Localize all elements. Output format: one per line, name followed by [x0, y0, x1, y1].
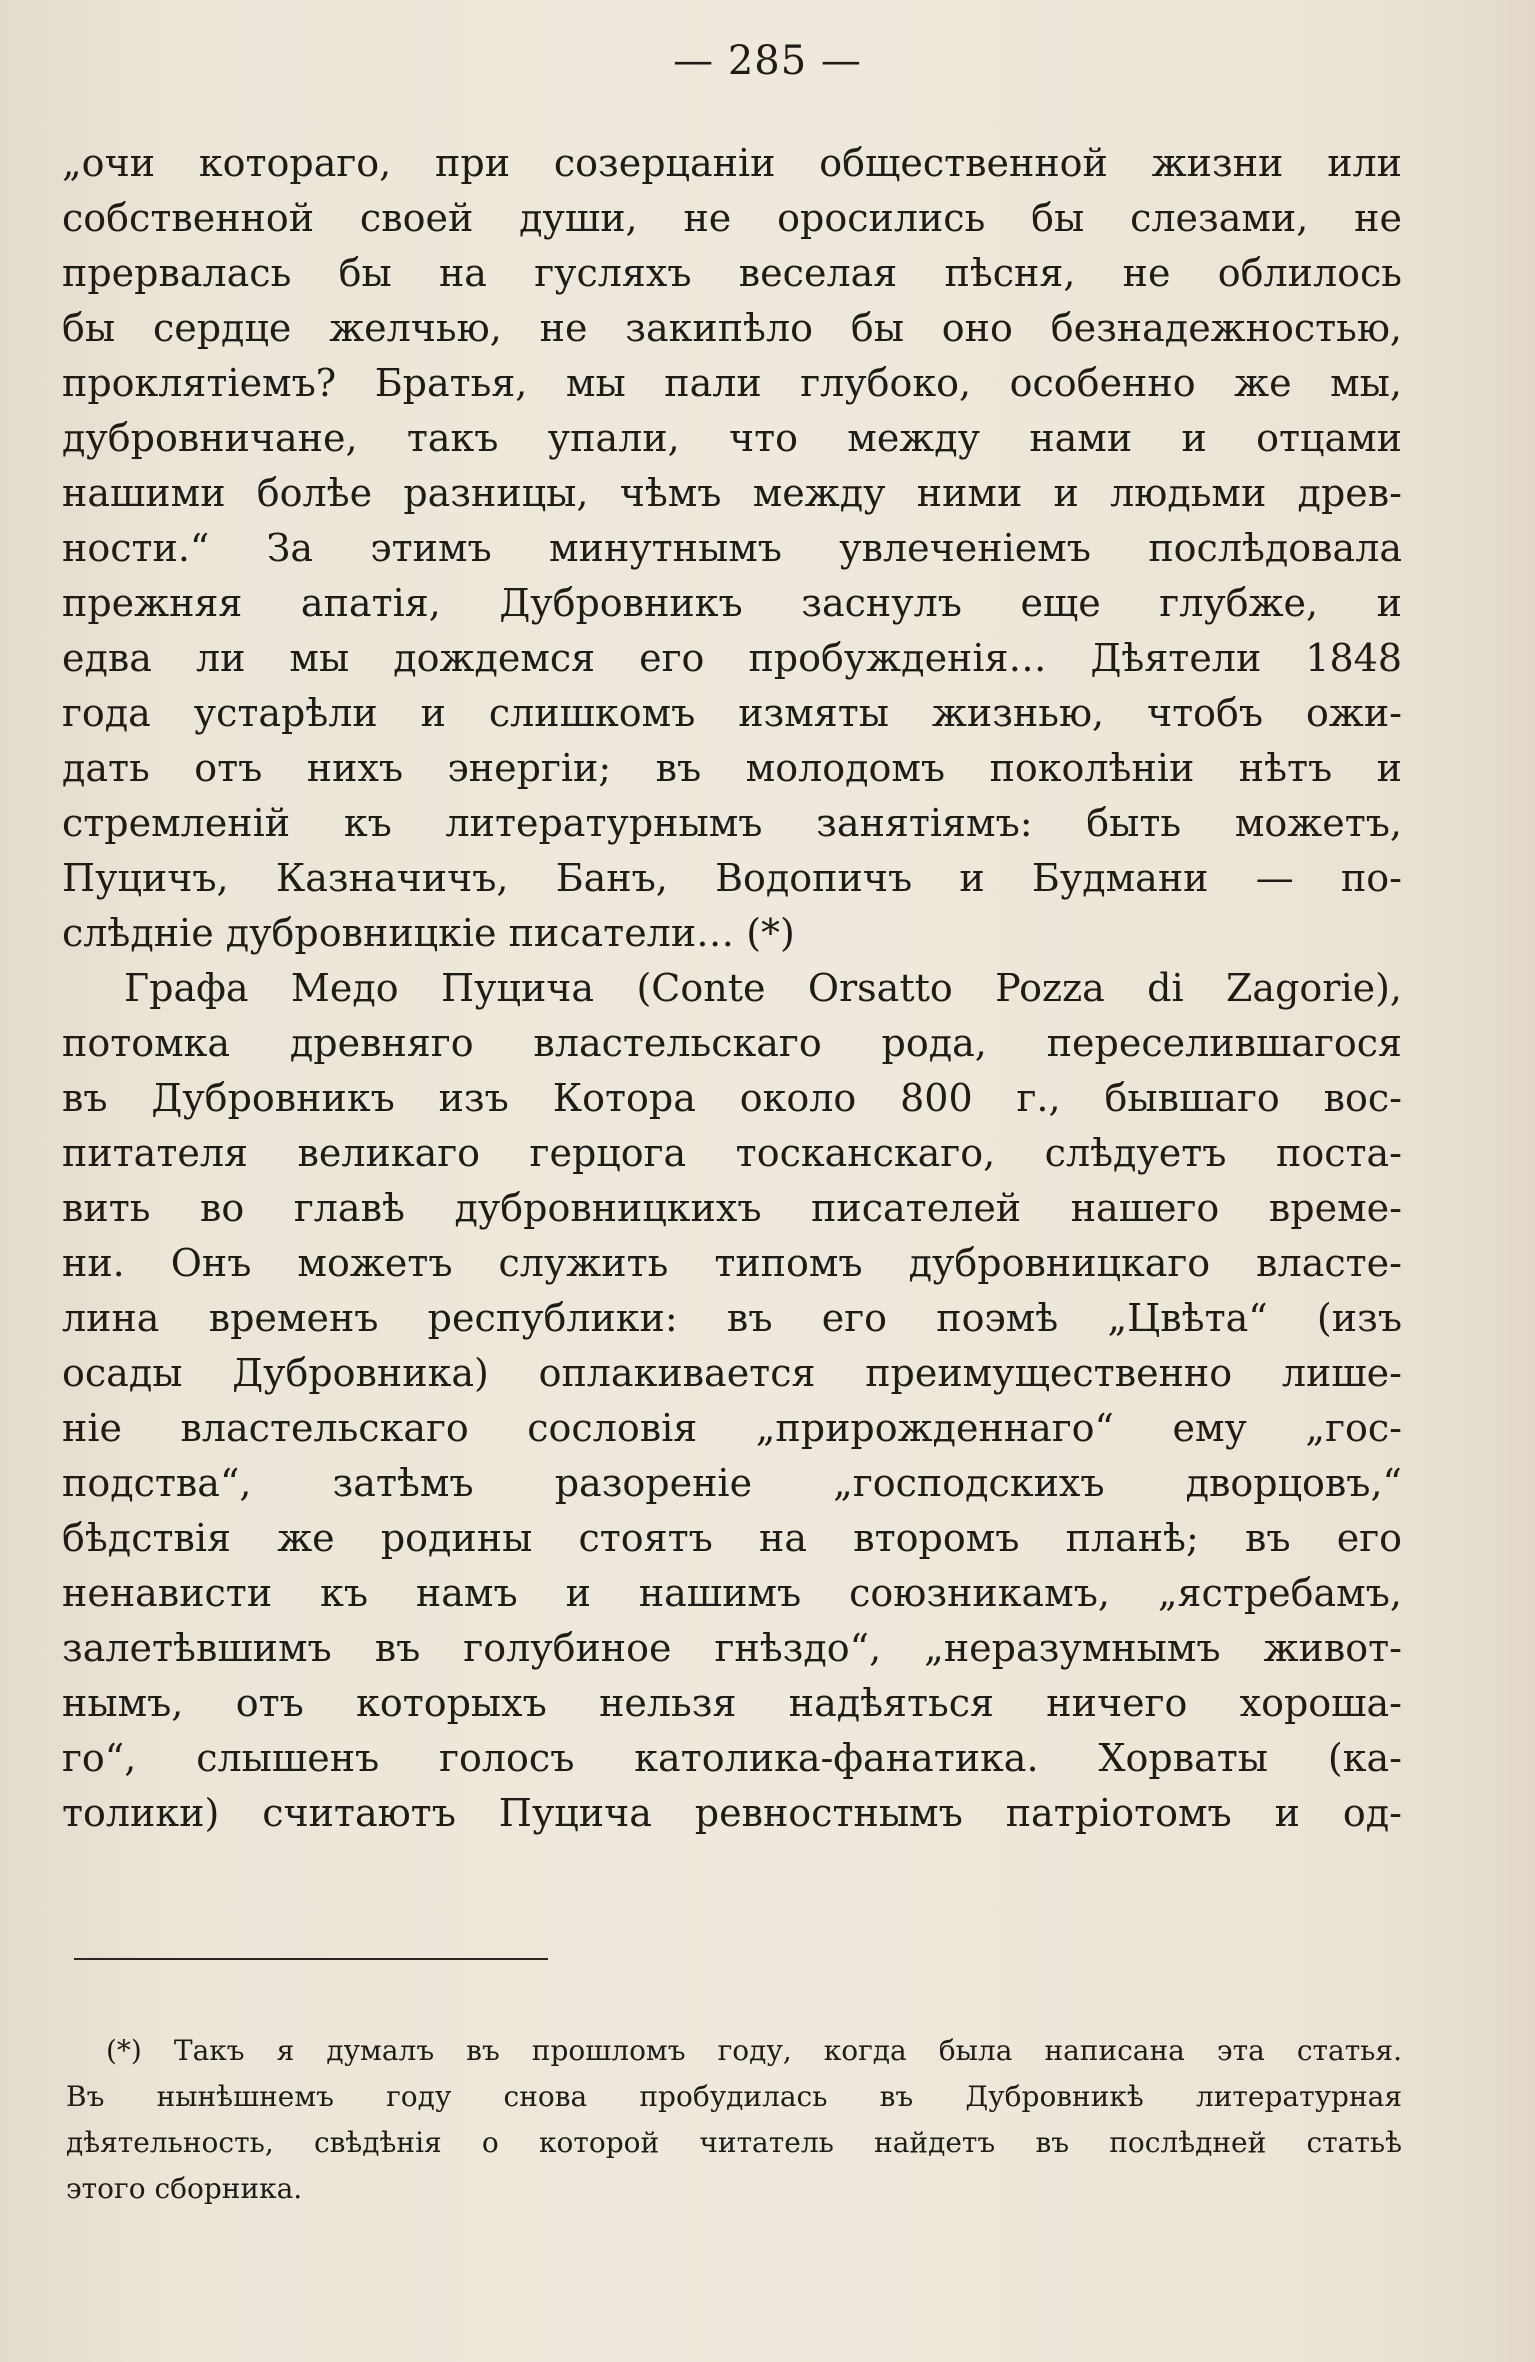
text-line: осады Дубровника) оплакивается преимущественно лише- [62, 1351, 1402, 1395]
footnote [66, 2028, 1402, 2212]
text-line: прервалась бы на гусляхъ веселая пѣсня, не облилось [62, 251, 1402, 295]
text-line: потомка древняго властельскаго рода, переселившагося [62, 1021, 1402, 1065]
text-line: бы сердце желчью, не закипѣло бы оно безнадежностью, [62, 306, 1402, 350]
footnote-line: (*) Такъ я думалъ въ прошломъ году, когда была написана эта статья. [106, 2034, 1402, 2067]
text-line: слѣднiе дубровницкiе писатели… (*) [62, 911, 795, 955]
text-line: Пуцичъ, Казначичъ, Банъ, Водопичъ и Будмани — по- [62, 856, 1402, 900]
text-line: питателя великаго герцога тосканскаго, слѣдуетъ поста- [62, 1131, 1402, 1175]
text-line: стремленiй къ литературнымъ занятiямъ: быть можетъ, [62, 801, 1402, 845]
text-line: го“, слышенъ голосъ католика-фанатика. Хорваты (ка- [62, 1736, 1402, 1780]
text-line: подства“, затѣмъ разоренiе „господскихъ дворцовъ,“ [62, 1461, 1402, 1505]
text-line: нымъ, отъ которыхъ нельзя надѣяться ничего хороша- [62, 1681, 1402, 1725]
text-line: дубровничане, такъ упали, что между нами и отцами [62, 416, 1402, 460]
footnote-line: дѣятельность, свѣдѣнiя о которой читатель найдетъ въ послѣдней статьѣ [66, 2126, 1402, 2159]
text-line: бѣдствiя же родины стоятъ на второмъ планѣ; въ его [62, 1516, 1402, 1560]
text-line: прежняя апатiя, Дубровникъ заснулъ еще глубже, и [62, 581, 1402, 625]
page-number: — 285 — [673, 38, 862, 84]
footnote-line: этого сборника. [66, 2172, 303, 2205]
text-line: толики) считаютъ Пуцича ревностнымъ патрiотомъ и од- [62, 1791, 1402, 1835]
text-line: нiе властельскаго сословiя „прирожденнаго“ ему „гос- [62, 1406, 1402, 1450]
text-line: Графа Медо Пуцича (Conte Orsatto Pozza di Zagorie), [124, 966, 1402, 1010]
text-line: ненависти къ намъ и нашимъ союзникамъ, „ястребамъ, [62, 1571, 1402, 1615]
text-line: едва ли мы дождемся его пробужденiя… Дѣятели 1848 [62, 636, 1402, 680]
text-line: ни. Онъ можетъ служить типомъ дубровницкаго власте- [62, 1241, 1402, 1285]
text-line: залетѣвшимъ въ голубиное гнѣздо“, „неразумнымъ живот- [62, 1626, 1402, 1670]
footnote-line: Въ нынѣшнемъ году снова пробудилась въ Дубровникѣ литературная [66, 2080, 1402, 2113]
text-line: нашими болѣе разницы, чѣмъ между ними и людьми древ- [62, 471, 1402, 515]
text-line: года устарѣли и слишкомъ измяты жизнью, чтобъ ожи- [62, 691, 1402, 735]
text-line: въ Дубровникъ изъ Котора около 800 г., бывшаго вос- [62, 1076, 1402, 1120]
text-line: ности.“ За этимъ минутнымъ увлеченiемъ послѣдовала [62, 526, 1402, 570]
main-text [62, 136, 1402, 1841]
text-line: вить во главѣ дубровницкихъ писателей нашего време- [62, 1186, 1402, 1230]
footnote-divider [74, 1958, 548, 1960]
text-line: дать отъ нихъ энергiи; въ молодомъ поколѣнiи нѣтъ и [62, 746, 1402, 790]
text-line: проклятiемъ? Братья, мы пали глубоко, особенно же мы, [62, 361, 1402, 405]
text-line: лина временъ республики: въ его поэмѣ „Цвѣта“ (изъ [62, 1296, 1402, 1340]
text-line: собственной своей души, не оросились бы слезами, не [62, 196, 1402, 240]
text-line: „очи котораго, при созерцанiи общественной жизни или [62, 141, 1402, 185]
